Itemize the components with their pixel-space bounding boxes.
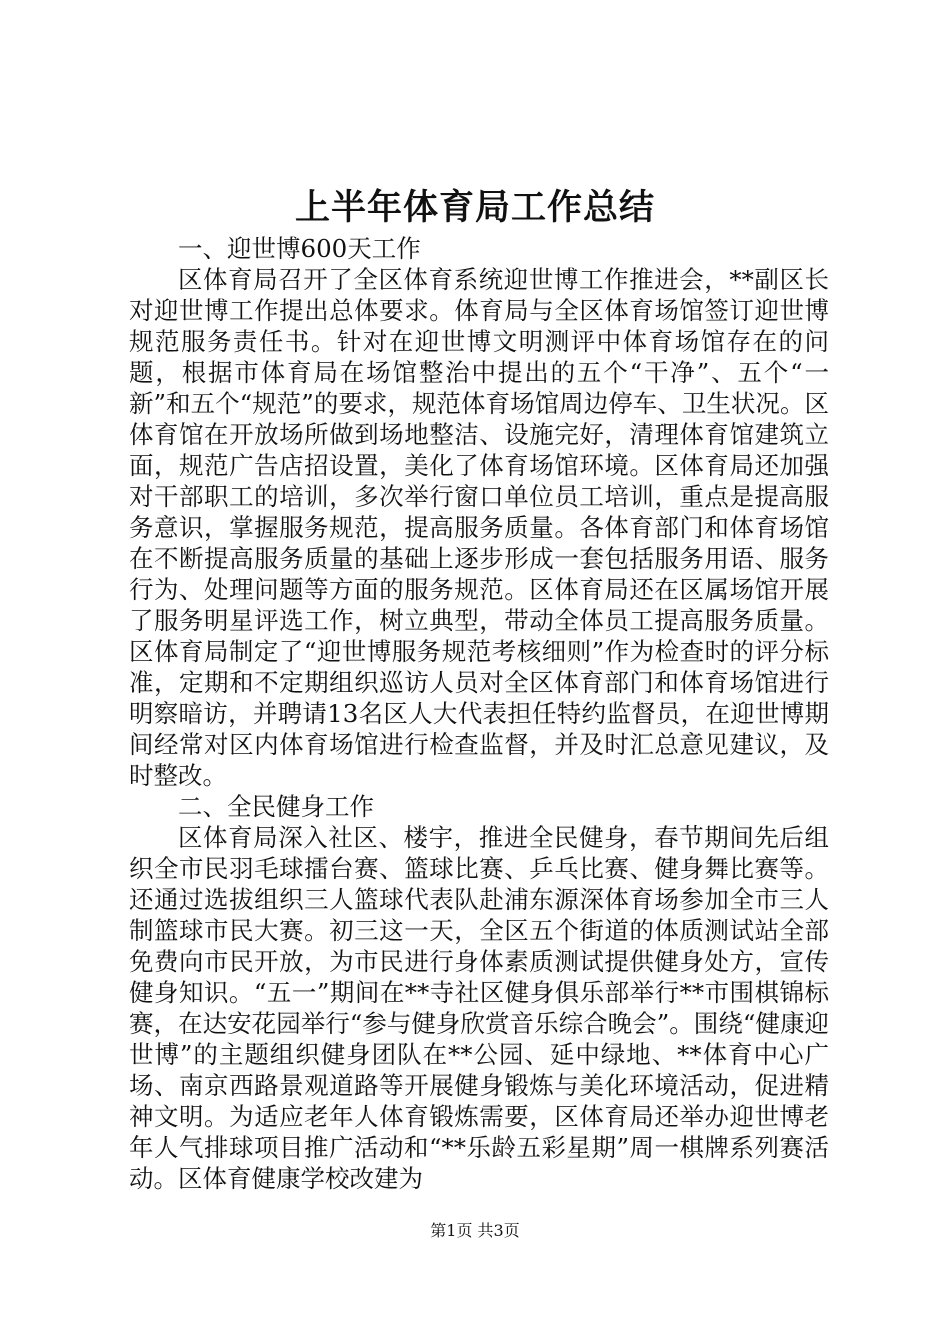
page-footer: 第1页 共3页	[430, 1221, 520, 1240]
page-title: 上半年体育局工作总结	[294, 187, 655, 228]
document-body	[129, 233, 829, 1194]
section-paragraph-2: 区体育局深入社区、楼宇，推进全民健身，春节期间先后组织全市民羽毛球擂台赛、篮球比赛、乒乓比赛、健身舞比赛等。还通过选拔组织三人篮球代表队赴浦东源深体育场参加全市三人制篮球市民大赛。初三这一天，全区五个街道的体质测试站全部免费向市民开放，为市民进行身体素质测试提供健身处方，宣传健身知识。“五一”期间在**寺社区健身俱乐部举行**市围棋锦标赛，在达安花园举行“参与健身欣赏音乐综合晚会”。围绕“健康迎世博”的主题组织健身团队在**公园、延中绿地、**体育中心广场、南京西路景观道路等开展健身锻炼与美化环境活动，促进精神文明。为适应老年人体育锻炼需要，区体育局还举办迎世博老年人气排球项目推广活动和“**乐龄五彩星期”周一棋牌系列赛活动。区体育健康学校改建为	[129, 823, 829, 1193]
section-paragraph-1: 区体育局召开了全区体育系统迎世博工作推进会，**副区长对迎世博工作提出总体要求。体育局与全区体育场馆签订迎世博规范服务责任书。针对在迎世博文明测评中体育场馆存在的问题，根据市体育局在场馆整治中提出的五个“干净”、五个“一新”和五个“规范”的要求，规范体育场馆周边停车、卫生状况。区体育馆在开放场所做到场地整洁、设施完好，清理体育馆建筑立面，规范广告店招设置，美化了体育场馆环境。区体育局还加强对干部职工的培训，多次举行窗口单位员工培训，重点是提高服务意识，掌握服务规范，提高服务质量。各体育部门和体育场馆在不断提高服务质量的基础上逐步形成一套包括服务用语、服务行为、处理问题等方面的服务规范。区体育局还在区属场馆开展了服务明星评选工作，树立典型，带动全体员工提高服务质量。区体育局制定了“迎世博服务规范考核细则”作为检查时的评分标准，定期和不定期组织巡访人员对全区体育部门和体育场馆进行明察暗访，并聘请13名区人大代表担任特约监督员，在迎世博期间经常对区内体育场馆进行检查监督，并及时汇总意见建议，及时整改。	[129, 265, 829, 790]
section-heading-1: 一、迎世博600天工作	[178, 234, 421, 263]
section-heading-2: 二、全民健身工作	[178, 792, 374, 821]
